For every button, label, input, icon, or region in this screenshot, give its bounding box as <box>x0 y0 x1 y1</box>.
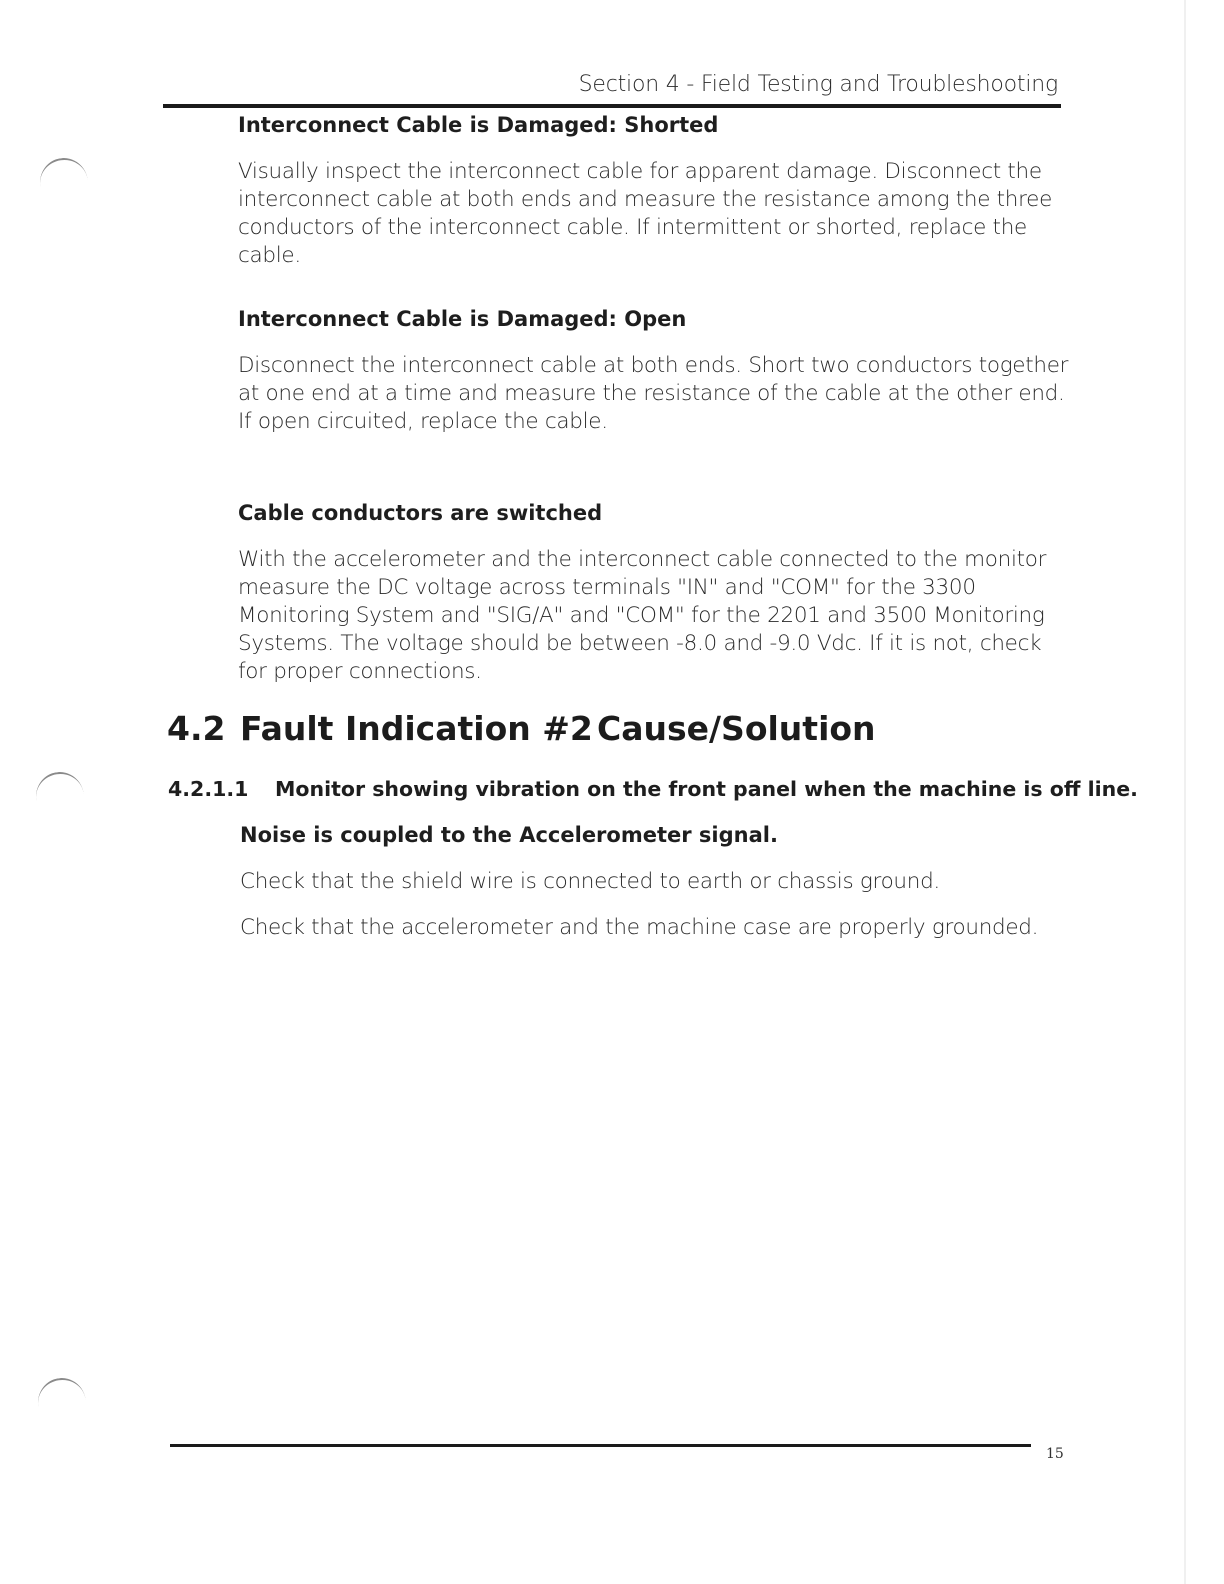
page-number: 15 <box>1046 1446 1064 1462</box>
punch-hole-middle <box>33 769 87 825</box>
paragraph-shorted: Visually inspect the interconnect cable for apparent damage. Disconnect the interconnect cable at both ends and measure the resistance among the three conductors of the interconnect cable. If intermittent or shorted, replace the cable. <box>238 159 1053 268</box>
section-subtitle: Cause/Solution <box>597 709 876 748</box>
item-heading-4-2-1-1 <box>168 777 1138 801</box>
check-shield-wire: Check that the shield wire is connected to earth or chassis ground. <box>240 869 940 894</box>
running-header: Section 4 - Field Testing and Troubleshooting <box>578 72 1058 97</box>
page-edge-shadow <box>1184 0 1186 1584</box>
header-rule <box>163 104 1061 108</box>
item-title: Monitor showing vibration on the front panel when the machine is off line. <box>275 777 1138 801</box>
paragraph-switched: With the accelerometer and the interconnect cable connected to the monitor measure the DC voltage across terminals "IN" and "COM" for the 3300 Monitoring System and "SIG/A" and "COM" for the 2201 and 3500 Monitoring Systems. The voltage should be between -8.0 and -9.0 Vdc. If it is not, check for proper connections. <box>238 547 1047 684</box>
paragraph-open: Disconnect the interconnect cable at both ends. Short two conductors together at one end at a time and measure the resistance of the cable at the other end. If open circuited, replace the cable. <box>238 353 1069 434</box>
section-heading-4-2 <box>167 709 876 748</box>
item-number: 4.2.1.1 <box>168 777 249 801</box>
punch-hole-top <box>37 155 91 211</box>
cause-heading: Noise is coupled to the Accelerometer signal. <box>240 823 778 847</box>
subheading-shorted: Interconnect Cable is Damaged: Shorted <box>238 113 719 137</box>
subheading-open: Interconnect Cable is Damaged: Open <box>238 307 687 331</box>
check-grounding: Check that the accelerometer and the machine case are properly grounded. <box>240 915 1039 940</box>
section-title: Fault Indication #2 <box>240 709 593 748</box>
section-number: 4.2 <box>167 709 226 748</box>
punch-hole-bottom <box>35 1375 89 1431</box>
footer-rule <box>170 1444 1031 1447</box>
subheading-switched: Cable conductors are switched <box>238 501 603 525</box>
